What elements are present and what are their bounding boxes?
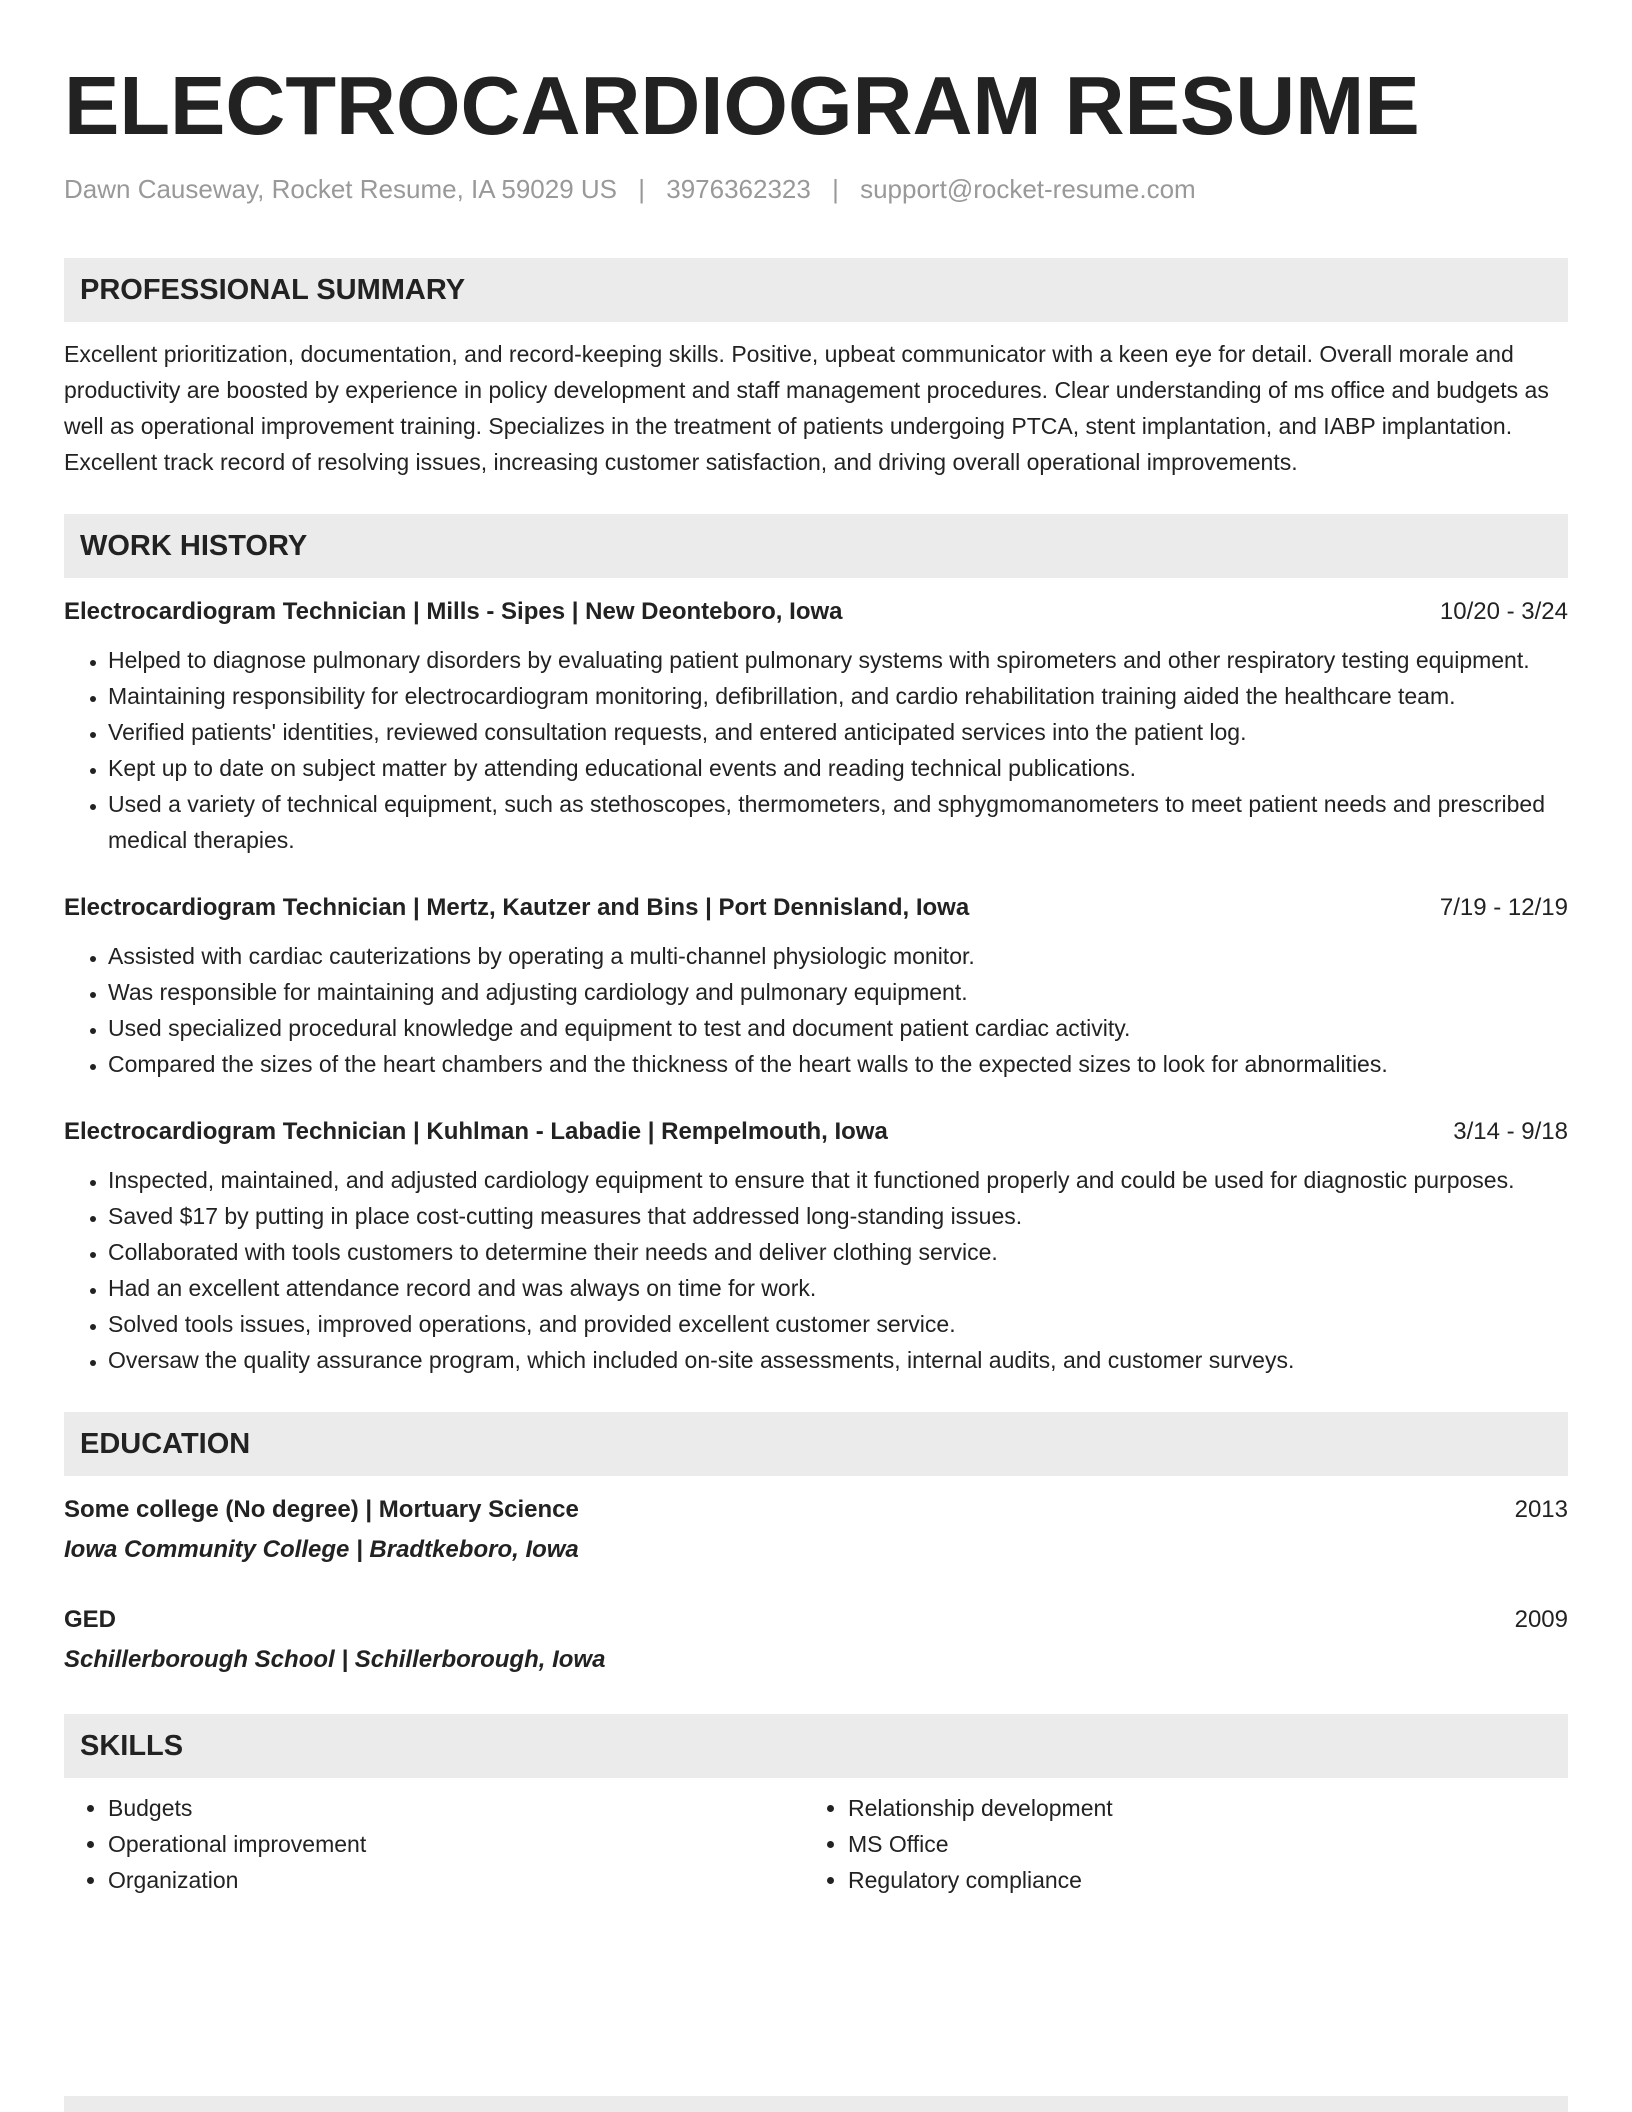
list-item: • Used specialized procedural knowledge and equipment to test and document patient cardiac activity.: [108, 1010, 1568, 1046]
resume-page: [64, 0, 1568, 1898]
education-header: [64, 1600, 1568, 1640]
contact-separator: |: [638, 174, 646, 204]
job-dates: 3/14 - 9/18: [1453, 1118, 1568, 1145]
job-bullets: [64, 1162, 1568, 1378]
contact-phone: 3976362323: [666, 174, 811, 204]
list-item: • Solved tools issues, improved operations, and provided excellent customer service.: [108, 1306, 1568, 1342]
list-item: • Verified patients' identities, reviewed consultation requests, and entered anticipated services into the patient log.: [108, 714, 1568, 750]
skill-item: • Budgets: [108, 1790, 804, 1826]
list-item: • Kept up to date on subject matter by attending educational events and reading technical publications.: [108, 750, 1568, 786]
skills-column-left: [64, 1790, 804, 1898]
list-item: • Compared the sizes of the heart chambers and the thickness of the heart walls to the expected sizes to look for abnormalities.: [108, 1046, 1568, 1082]
job-title: Electrocardiogram Technician | Mertz, Kautzer and Bins | Port Dennisland, Iowa: [64, 894, 970, 921]
contact-address: Dawn Causeway, Rocket Resume, IA 59029 US: [64, 174, 618, 204]
job-entry: [64, 890, 1568, 1082]
skill-item: • Relationship development: [848, 1790, 1544, 1826]
section-header-skills: SKILLS: [64, 1714, 1568, 1778]
job-header: [64, 594, 1568, 630]
contact-line: [64, 172, 1568, 206]
education-entry: [64, 1600, 1568, 1680]
list-item: • Inspected, maintained, and adjusted cardiology equipment to ensure that it functioned properly and could be used for diagnostic purposes.: [108, 1162, 1568, 1198]
list-item: • Saved $17 by putting in place cost-cutting measures that addressed long-standing issues.: [108, 1198, 1568, 1234]
job-title: Electrocardiogram Technician | Kuhlman - Labadie | Rempelmouth, Iowa: [64, 1118, 888, 1145]
education-degree: GED: [64, 1606, 117, 1633]
list-item: • Helped to diagnose pulmonary disorders by evaluating patient pulmonary systems with spirometers and other respiratory testing equipment.: [108, 642, 1568, 678]
education-degree: Some college (No degree) | Mortuary Science: [64, 1496, 579, 1523]
resume-title: ELECTROCARDIOGRAM RESUME: [64, 59, 1420, 152]
job-bullets: [64, 938, 1568, 1082]
education-year: 2009: [1514, 1606, 1568, 1633]
next-section-header-bar: [64, 2096, 1568, 2112]
job-dates: 10/20 - 3/24: [1439, 598, 1568, 625]
skill-item: • Regulatory compliance: [848, 1862, 1544, 1898]
education-school: Iowa Community College | Bradtkeboro, Iowa: [64, 1536, 579, 1563]
skills-column-right: [804, 1790, 1544, 1898]
section-header-work-history: WORK HISTORY: [64, 514, 1568, 578]
contact-separator: |: [832, 174, 839, 204]
list-item: • Used a variety of technical equipment, such as stethoscopes, thermometers, and sphygmomanometers to meet patient needs and prescribed medical therapies.: [108, 786, 1568, 858]
education-entry: [64, 1490, 1568, 1570]
job-dates: 7/19 - 12/19: [1439, 894, 1568, 921]
education-year: 2013: [1514, 1496, 1568, 1523]
section-header-summary: PROFESSIONAL SUMMARY: [64, 258, 1568, 322]
skill-item: • Organization: [108, 1862, 804, 1898]
list-item: • Was responsible for maintaining and adjusting cardiology and pulmonary equipment.: [108, 974, 1568, 1010]
education-school: Schillerborough School | Schillerborough, Iowa: [64, 1646, 606, 1673]
education-header: [64, 1490, 1568, 1530]
skills-grid: [64, 1790, 1568, 1898]
job-entry: [64, 1114, 1568, 1378]
job-bullets: [64, 642, 1568, 858]
list-item: • Oversaw the quality assurance program, which included on-site assessments, internal audits, and customer surveys.: [108, 1342, 1568, 1378]
job-header: [64, 890, 1568, 926]
list-item: • Had an excellent attendance record and was always on time for work.: [108, 1270, 1568, 1306]
contact-email: support@rocket-resume.com: [860, 174, 1196, 204]
job-title: Electrocardiogram Technician | Mills - Sipes | New Deonteboro, Iowa: [64, 598, 843, 625]
list-item: • Assisted with cardiac cauterizations by operating a multi-channel physiologic monitor.: [108, 938, 1568, 974]
list-item: • Maintaining responsibility for electrocardiogram monitoring, defibrillation, and cardio rehabilitation training aided the healthcare team.: [108, 678, 1568, 714]
job-entry: [64, 594, 1568, 858]
section-header-education: EDUCATION: [64, 1412, 1568, 1476]
job-header: [64, 1114, 1568, 1150]
list-item: • Collaborated with tools customers to determine their needs and deliver clothing service.: [108, 1234, 1568, 1270]
skill-item: • MS Office: [848, 1826, 1544, 1862]
summary-text: Excellent prioritization, documentation, and record-keeping skills. Positive, upbeat communicator with a keen eye for detail. Overall morale and productivity are boosted by experience in policy development and staff management procedures. Clear understanding of ms office and budgets as well as operational improvement training. Specializes in the treatment of patients undergoing PTCA, stent implantation, and IABP implantation. Excellent track record of resolving issues, increasing customer satisfaction, and driving overall operational improvements.: [64, 341, 1549, 475]
skill-item: • Operational improvement: [108, 1826, 804, 1862]
